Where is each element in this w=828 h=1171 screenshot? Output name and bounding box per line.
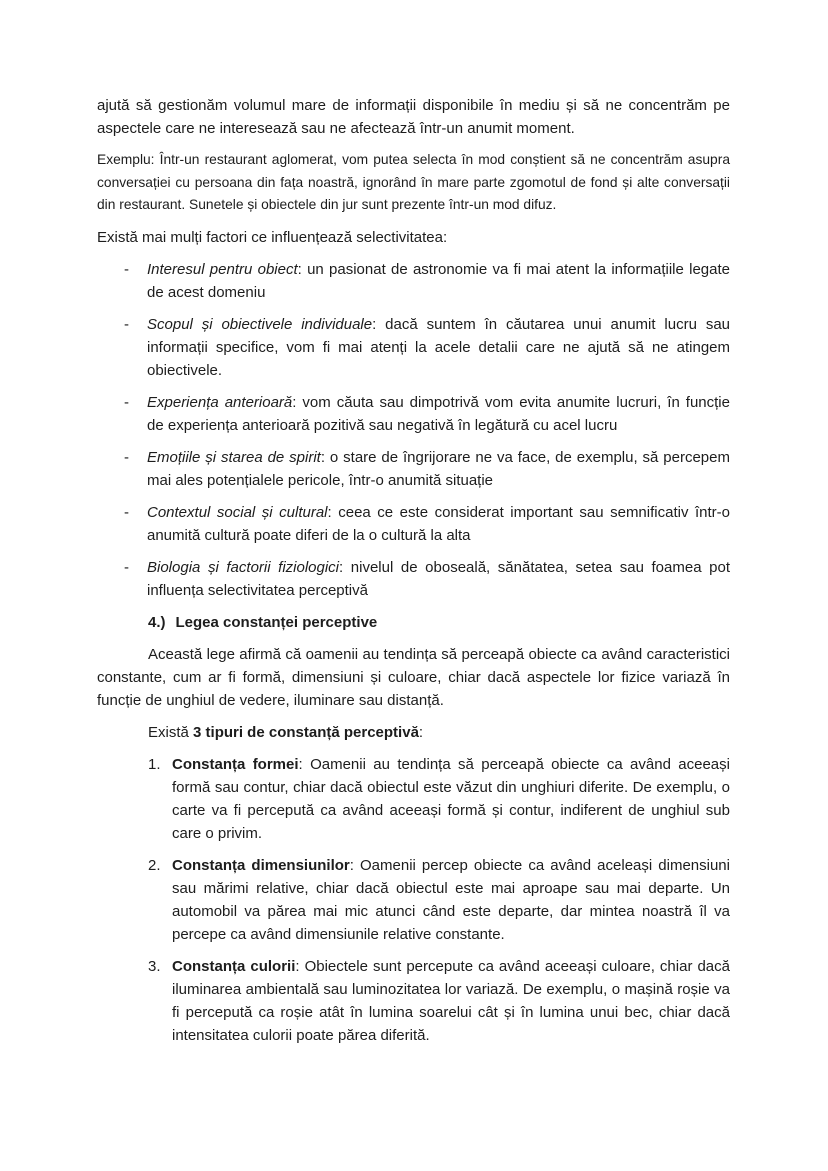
constancy-item-dimensiunilor [97,854,730,946]
law-paragraph: Această lege afirmă că oamenii au tendința să perceapă obiecte ca având caracteristici constante, cum ar fi formă, dimensiuni și culoare, chiar dacă aspectele lor fizice variază în funcție de unghiul de vedere, iluminare sau distanță. [97,645,730,709]
item-description: : Oamenii au tendința să perceapă obiecte ca având aceeași formă sau contur, chiar dacă obiectul este văzut din unghiuri diferite. De exemplu, o carte va fi percepută ca având aceeași formă și contur, indiferent de unghiul sub care o privim. [172,755,730,842]
bullet-dash-icon: - [124,448,129,466]
types-intro-prefix: Există [148,723,194,741]
factor-item-emotiile [97,446,730,492]
factor-lead: Contextul social și cultural [147,503,328,521]
factors-list [97,258,730,602]
section-number: 4.) [148,613,166,631]
document-content [97,94,730,1056]
factor-description: : ceea ce este considerat important sau semnificativ într-o anumită cultură poate diferi de la o cultură la alta [147,503,730,544]
bullet-dash-icon: - [124,393,129,411]
constancy-item-culorii [97,955,730,1047]
intro-paragraph: ajută să gestionăm volumul mare de informații disponibile în mediu și să ne concentrăm pe aspectele care ne interesează sau ne afectează într-un anumit moment. [97,97,730,137]
factor-item-interes [97,258,730,304]
bullet-dash-icon: - [124,558,129,576]
factor-lead: Experiența anterioară [147,393,293,411]
factor-description: : o stare de îngrijorare ne va face, de exemplu, să percepem mai ales potențialele pericole, într-o anumită situație [147,448,730,489]
bullet-dash-icon: - [124,260,129,278]
factor-item-biologia [97,556,730,602]
factor-description: : vom căuta sau dimpotrivă vom evita anumite lucruri, în funcție de experiența anterioară pozitivă sau negativă în legătură cu acel lucru [147,393,730,434]
factor-item-experienta [97,391,730,437]
factor-lead: Scopul și obiectivele individuale [147,315,373,333]
factor-item-scopul [97,313,730,382]
example-block: Exemplu: Într-un restaurant aglomerat, vom putea selecta în mod conștient să ne concentrăm asupra conversației cu persoana din fața noastră, ignorând în mare parte zgomotul de fond și alte conversații din restaurant. Sunetele și obiectele din jur sunt prezente într-un mod difuz. [97,152,730,212]
item-number: 1. [148,755,161,773]
constancy-types-list [97,753,730,1047]
factor-description: : nivelul de oboseală, sănătatea, setea sau foamea pot influența selectivitatea perceptivă [147,558,730,599]
item-number: 2. [148,856,161,874]
constancy-item-formei [97,753,730,845]
types-intro-suffix: : [418,723,424,741]
types-intro [97,721,730,744]
factor-lead: Interesul pentru obiect [147,260,298,278]
factor-item-contextul [97,501,730,547]
item-name: Constanța culorii [172,957,296,975]
factor-lead: Biologia și factorii fiziologici [147,558,340,576]
factor-description: : un pasionat de astronomie va fi mai atent la informațiile legate de acest domeniu [147,260,730,301]
item-number: 3. [148,957,161,975]
item-name: Constanța formei [172,755,299,773]
section-title: Legea constanței perceptive [175,613,378,631]
factor-lead: Emoțiile și starea de spirit [147,448,321,466]
factors-intro: Există mai mulți factori ce influențează selectivitatea: [97,228,448,246]
item-description: : Obiectele sunt percepute ca având aceeași culoare, chiar dacă iluminarea ambientală sau luminozitatea lor variază. De exemplu, o mașină roșie va fi percepută ca roșie atât în lumina soarelui cât și în lumina unui bec, chiar dacă intensitatea culorii poate părea diferită. [172,957,730,1044]
section-heading [97,611,730,634]
item-name: Constanța dimensiunilor [172,856,350,874]
bullet-dash-icon: - [124,315,129,333]
bullet-dash-icon: - [124,503,129,521]
factor-description: : dacă suntem în căutarea unui anumit lucru sau informații specifice, vom fi mai atenți la acele detalii care ne ajută să ne atingem obiectivele. [147,315,730,379]
types-intro-bold: 3 tipuri de constanță perceptivă [193,723,419,741]
item-description: : Oamenii percep obiecte ca având aceleași dimensiuni sau mărimi relative, chiar dacă obiectul este mai aproape sau mai departe. Un automobil va părea mai mic atunci când este departe, dar mintea noastră îl va percepe ca având dimensiunile relative constante. [172,856,730,943]
